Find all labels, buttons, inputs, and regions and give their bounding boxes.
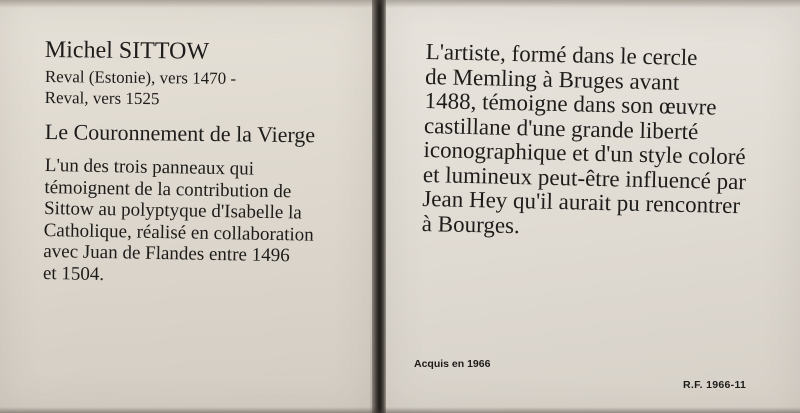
commentary-line: 1488, témoigne dans son œuvre — [424, 87, 717, 120]
bio-line: Reval, vers 1525 — [44, 87, 160, 109]
artwork-title: Le Couronnement de la Vierge — [44, 119, 316, 148]
commentary-line: castillane d'une grande liberté — [423, 112, 699, 144]
artist-name: Michel SITTOW — [44, 37, 210, 65]
artist-bio — [45, 66, 237, 110]
top-shadow — [0, 0, 800, 8]
acquisition-note: Acquis en 1966 — [414, 358, 491, 370]
description-line: avec Juan de Flandes entre 1496 — [43, 240, 290, 267]
commentary-line: L'artiste, formé dans le cercle — [425, 39, 698, 71]
commentary-line: et lumineux peut-être influencé par — [422, 161, 747, 194]
artwork-description — [43, 155, 315, 289]
commentary-line: de Memling à Bruges avant — [424, 63, 680, 95]
bio-line: Reval (Estonie), vers 1470 - — [44, 66, 237, 89]
description-line: témoignent de la contribution de — [44, 176, 292, 202]
artist-commentary — [422, 40, 750, 243]
description-line: Sittow au polyptyque d'Isabelle la — [43, 197, 302, 224]
commentary-line: iconographique et d'un style coloré — [423, 136, 746, 170]
description-line: L'un des trois panneaux qui — [44, 155, 255, 180]
panel-divider — [372, 0, 386, 413]
description-line: Catholique, réalisé en collaboration — [43, 219, 314, 246]
bottom-edge-shadow — [0, 407, 800, 413]
commentary-line: Jean Hey qu'il aurait pu rencontrer — [422, 185, 741, 219]
commentary-line: à Bourges. — [421, 210, 521, 238]
inventory-number: R.F. 1966-11 — [683, 379, 747, 391]
description-line: et 1504. — [42, 262, 105, 285]
